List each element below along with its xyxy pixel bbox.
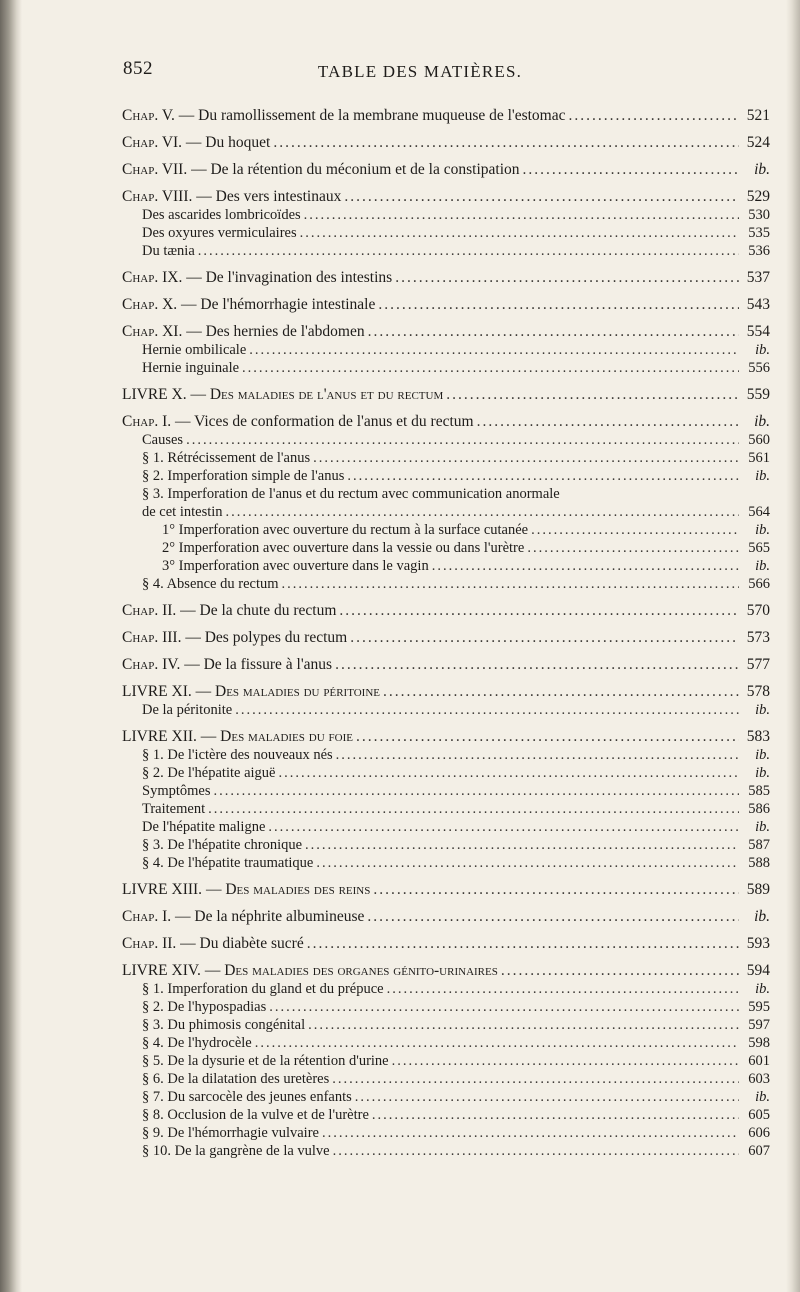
toc-entry-title	[142, 359, 239, 377]
toc-page-number: 595	[748, 999, 770, 1015]
toc-entry	[122, 539, 770, 557]
toc-dot-leader	[335, 656, 739, 674]
toc-dot-leader	[531, 521, 739, 539]
toc-entry-label: Chap. VII.	[122, 161, 188, 178]
toc-entry	[122, 836, 770, 854]
toc-entry-heading: § 7. Du sarcocèle des jeunes enfants	[142, 1089, 352, 1105]
toc-entry-label: LIVRE XII.	[122, 728, 197, 745]
toc-entry-heading: § 2. De l'hypospadias	[142, 999, 267, 1015]
toc-entry-label: Chap. II.	[122, 935, 177, 952]
toc-entry	[122, 656, 770, 674]
toc-dot-leader	[446, 386, 739, 404]
toc-entry-title	[142, 746, 333, 764]
toc-entry	[122, 683, 770, 701]
toc-page-number: 577	[746, 656, 770, 673]
toc-entry-heading: — Des polypes du rectum	[185, 629, 348, 646]
toc-entry-heading: § 3. De l'hépatite chronique	[142, 837, 303, 853]
toc-dot-leader	[304, 206, 739, 224]
toc-page-number: 535	[748, 225, 770, 241]
toc-entry-heading: § 4. Absence du rectum	[142, 576, 279, 592]
toc-entry-label: Chap. VIII.	[122, 188, 193, 205]
toc-entry-title	[142, 486, 560, 502]
toc-entry	[122, 413, 770, 431]
toc-entry-title	[142, 1016, 305, 1034]
toc-page-number: 559	[746, 386, 770, 403]
toc-dot-leader	[226, 503, 739, 521]
toc-dot-leader	[255, 1034, 739, 1052]
toc-dot-leader	[213, 782, 739, 800]
toc-entry-heading: § 9. De l'hémorrhagie vulvaire	[142, 1125, 319, 1141]
toc-page-number: 603	[748, 1071, 770, 1087]
toc-entry	[122, 1142, 770, 1160]
toc-entry	[122, 764, 770, 782]
toc-entry	[122, 1088, 770, 1106]
toc-entry-heading: — Du hoquet	[185, 134, 271, 151]
toc-entry-heading: Causes	[142, 432, 184, 448]
toc-entry	[122, 467, 770, 485]
toc-entry-title	[142, 998, 266, 1016]
toc-dot-leader	[373, 881, 739, 899]
toc-entry-label: LIVRE XIII.	[122, 881, 203, 898]
toc-dot-leader	[308, 1016, 739, 1034]
toc-entry-heading: — De la chute du rectum	[180, 602, 337, 619]
toc-dot-leader	[269, 998, 739, 1016]
toc-entry-label: Chap. IV.	[122, 656, 181, 673]
toc-entry-title	[122, 269, 392, 287]
toc-page-number: 594	[746, 962, 770, 979]
toc-entry	[122, 854, 770, 872]
toc-entry-heading: 2° Imperforation avec ouverture dans la vessie ou dans l'urètre	[162, 540, 525, 556]
toc-entry-title	[122, 323, 365, 341]
toc-dot-leader	[336, 746, 739, 764]
toc-entry-heading: § 1. Rétrécissement de l'anus	[142, 450, 311, 466]
toc-entry	[122, 503, 770, 521]
toc-page-number: 583	[746, 728, 770, 745]
toc-entry	[122, 521, 770, 539]
toc-entry-heading: § 5. De la dysurie et de la rétention d'urine	[142, 1053, 389, 1069]
toc-dot-leader	[198, 242, 739, 260]
toc-dot-leader	[313, 449, 739, 467]
toc-entry	[122, 881, 770, 899]
toc-page-number: 606	[748, 1125, 770, 1141]
toc-entry	[122, 449, 770, 467]
toc-dot-leader	[350, 629, 739, 647]
toc-page-number: 537	[746, 269, 770, 286]
toc-entry-heading: 3° Imperforation avec ouverture dans le vagin	[162, 558, 429, 574]
toc-entry-heading: — Du ramollissement de la membrane muqueuse de l'estomac	[178, 107, 566, 124]
page-number: 852	[123, 58, 153, 79]
toc-page-number: 587	[748, 837, 770, 853]
toc-page-number: 598	[748, 1035, 770, 1051]
toc-entry-heading: — Des maladies du péritoine	[195, 683, 381, 700]
page-binding-shadow	[0, 0, 22, 1292]
toc-entry-title	[142, 242, 195, 260]
toc-dot-leader	[305, 836, 739, 854]
toc-entry-label: Chap. I.	[122, 413, 172, 430]
toc-dot-leader	[242, 359, 739, 377]
toc-dot-leader	[339, 602, 739, 620]
toc-entry-title	[142, 575, 279, 593]
toc-entry	[122, 557, 770, 575]
toc-page-number: 529	[746, 188, 770, 205]
toc-entry-label: LIVRE XI.	[122, 683, 192, 700]
toc-page-number: 597	[748, 1017, 770, 1033]
toc-page-number: 521	[746, 107, 770, 124]
toc-dot-leader	[235, 701, 739, 719]
toc-dot-leader	[477, 413, 739, 431]
toc-entry-heading: — Du diabète sucré	[180, 935, 304, 952]
toc-entry-heading: Traitement	[142, 801, 206, 817]
toc-entry-heading: Hernie inguinale	[142, 360, 240, 376]
toc-dot-leader	[432, 557, 739, 575]
running-title: TABLE DES MATIÈRES.	[317, 62, 523, 81]
toc-page-number: 566	[748, 576, 770, 592]
toc-entry	[122, 269, 770, 287]
toc-entry-title	[142, 1070, 329, 1088]
toc-entry	[122, 602, 770, 620]
toc-dot-leader	[387, 980, 739, 998]
toc-entry	[122, 296, 770, 314]
toc-entry	[122, 980, 770, 998]
toc-entry	[122, 1016, 770, 1034]
toc-entry	[122, 746, 770, 764]
toc-entry	[122, 1070, 770, 1088]
toc-page-number: 585	[748, 783, 770, 799]
toc-page-number: 593	[746, 935, 770, 952]
toc-page-number: 605	[748, 1107, 770, 1123]
toc-entry	[122, 935, 770, 953]
toc-entry-title	[122, 107, 566, 125]
toc-entry-heading: — Des hernies de l'abdomen	[186, 323, 365, 340]
toc-entry-title	[122, 134, 270, 152]
toc-dot-leader	[355, 1088, 739, 1106]
toc-entry-label: Chap. VI.	[122, 134, 183, 151]
toc-entry-title	[142, 836, 302, 854]
toc-entry-title	[142, 224, 297, 242]
toc-entry-label: Chap. IX.	[122, 269, 183, 286]
toc-entry-heading: § 8. Occlusion de la vulve et de l'urètre	[142, 1107, 369, 1123]
toc-page-number: 601	[748, 1053, 770, 1069]
toc-entry-title	[122, 386, 443, 404]
toc-dot-leader	[383, 683, 739, 701]
toc-dot-leader	[368, 323, 739, 341]
toc-page-number: ib.	[755, 342, 770, 358]
toc-entry	[122, 728, 770, 746]
toc-entry-title	[122, 728, 353, 746]
toc-entry-label: Chap. X.	[122, 296, 178, 313]
toc-entry-heading: — Des maladies des reins	[205, 881, 371, 898]
toc-dot-leader	[378, 296, 739, 314]
toc-entry-wrapped-line	[122, 485, 770, 503]
toc-entry	[122, 386, 770, 404]
toc-page-number: 607	[748, 1143, 770, 1159]
toc-entry-heading: — Des maladies des organes génito-urinaires	[204, 962, 498, 979]
toc-page-number: 586	[748, 801, 770, 817]
toc-entry	[122, 188, 770, 206]
toc-entry-title	[142, 206, 301, 224]
toc-entry-title	[142, 980, 384, 998]
toc-entry-heading: — Des maladies du foie	[200, 728, 353, 745]
toc-entry-heading: — De la rétention du méconium et de la constipation	[191, 161, 520, 178]
page-header	[0, 58, 800, 88]
toc-page-number: 556	[748, 360, 770, 376]
toc-dot-leader	[347, 467, 739, 485]
toc-entry-heading: § 1. De l'ictère des nouveaux nés	[142, 747, 333, 763]
toc-page-number: ib.	[755, 765, 770, 781]
toc-entry-title	[122, 602, 336, 620]
toc-dot-leader	[344, 188, 739, 206]
toc-entry	[122, 908, 770, 926]
toc-entry-heading: — De l'invagination des intestins	[186, 269, 393, 286]
table-of-contents	[122, 107, 770, 1160]
toc-entry-title	[142, 764, 275, 782]
toc-entry-heading: Des ascarides lombricoïdes	[142, 207, 301, 223]
toc-entry-heading: Des oxyures vermiculaires	[142, 225, 297, 241]
toc-entry	[122, 1034, 770, 1052]
toc-entry	[122, 962, 770, 980]
toc-dot-leader	[273, 134, 739, 152]
toc-entry	[122, 782, 770, 800]
toc-entry-title	[122, 908, 364, 926]
toc-entry-title	[142, 1034, 252, 1052]
toc-page-number: 561	[748, 450, 770, 466]
toc-entry-title	[122, 935, 304, 953]
toc-entry-heading: § 4. De l'hydrocèle	[142, 1035, 252, 1051]
toc-entry-continuation: de cet intestin	[142, 504, 223, 520]
toc-entry-label: Chap. I.	[122, 908, 172, 925]
toc-entry-title	[142, 467, 344, 485]
toc-dot-leader	[523, 161, 739, 179]
toc-page-number: 588	[748, 855, 770, 871]
toc-entry	[122, 206, 770, 224]
toc-entry	[122, 701, 770, 719]
toc-page-number: ib.	[755, 1089, 770, 1105]
toc-entry-heading: § 4. De l'hépatite traumatique	[142, 855, 314, 871]
toc-dot-leader	[372, 1106, 739, 1124]
toc-entry-heading: § 2. De l'hépatite aiguë	[142, 765, 276, 781]
toc-entry-title	[142, 701, 232, 719]
toc-entry	[122, 341, 770, 359]
toc-dot-leader	[322, 1124, 739, 1142]
toc-entry-heading: § 2. Imperforation simple de l'anus	[142, 468, 345, 484]
toc-entry-title	[142, 1106, 369, 1124]
toc-dot-leader	[316, 854, 739, 872]
toc-entry	[122, 323, 770, 341]
toc-page-number: ib.	[754, 908, 770, 925]
toc-entry	[122, 224, 770, 242]
toc-entry	[122, 575, 770, 593]
toc-page-number: ib.	[755, 468, 770, 484]
toc-entry-heading: § 3. Du phimosis congénital	[142, 1017, 306, 1033]
toc-entry-title	[142, 449, 310, 467]
toc-entry-label: Chap. V.	[122, 107, 175, 124]
toc-dot-leader	[392, 1052, 739, 1070]
toc-entry	[122, 1052, 770, 1070]
toc-entry-heading: § 3. Imperforation de l'anus et du rectum avec communication anormale	[142, 486, 560, 502]
toc-dot-leader	[527, 539, 739, 557]
toc-dot-leader	[307, 935, 739, 953]
toc-dot-leader	[208, 800, 739, 818]
toc-dot-leader	[395, 269, 739, 287]
toc-dot-leader	[249, 341, 739, 359]
toc-entry-label: Chap. II.	[122, 602, 177, 619]
toc-page-number: ib.	[755, 522, 770, 538]
toc-entry-title	[142, 818, 265, 836]
toc-entry-title	[162, 521, 528, 539]
toc-entry-heading: — De l'hémorrhagie intestinale	[181, 296, 376, 313]
toc-page-number: 530	[748, 207, 770, 223]
toc-entry-title	[122, 188, 341, 206]
toc-page-number: 536	[748, 243, 770, 259]
toc-page-number: 570	[746, 602, 770, 619]
toc-dot-leader	[278, 764, 739, 782]
toc-entry-title	[142, 341, 246, 359]
toc-dot-leader	[569, 107, 739, 125]
toc-entry	[122, 431, 770, 449]
toc-page-number: ib.	[755, 702, 770, 718]
toc-page-number: ib.	[754, 161, 770, 178]
toc-entry-title	[122, 683, 380, 701]
toc-page-number: 564	[748, 504, 770, 520]
toc-entry-heading: — De la néphrite albumineuse	[175, 908, 365, 925]
toc-entry-title	[122, 161, 520, 179]
toc-dot-leader	[356, 728, 739, 746]
toc-entry-heading: — De la fissure à l'anus	[184, 656, 333, 673]
toc-entry-heading: Symptômes	[142, 783, 211, 799]
toc-dot-leader	[300, 224, 739, 242]
toc-entry-title	[142, 431, 183, 449]
toc-entry-heading: — Vices de conformation de l'anus et du rectum	[175, 413, 474, 430]
toc-dot-leader	[367, 908, 739, 926]
toc-entry-title	[142, 854, 313, 872]
toc-entry-title	[122, 629, 347, 647]
toc-entry-title	[142, 1142, 330, 1160]
toc-page-number: ib.	[755, 747, 770, 763]
toc-entry	[122, 1106, 770, 1124]
toc-entry-title	[142, 782, 210, 800]
toc-entry-heading: De l'hépatite maligne	[142, 819, 266, 835]
toc-dot-leader	[186, 431, 739, 449]
toc-entry	[122, 818, 770, 836]
toc-page-number: 578	[746, 683, 770, 700]
toc-entry-heading: — Des vers intestinaux	[196, 188, 342, 205]
toc-page-number: ib.	[755, 819, 770, 835]
toc-dot-leader	[332, 1070, 739, 1088]
toc-entry-title	[142, 800, 205, 818]
toc-entry-label: LIVRE X.	[122, 386, 187, 403]
toc-page-number: 524	[746, 134, 770, 151]
toc-entry	[122, 998, 770, 1016]
toc-page-number: 554	[746, 323, 770, 340]
toc-entry-title	[142, 1088, 352, 1106]
toc-entry	[122, 107, 770, 125]
toc-page-number: 589	[746, 881, 770, 898]
toc-entry-title	[122, 962, 498, 980]
toc-entry-label: Chap. XI.	[122, 323, 183, 340]
toc-entry-label: LIVRE XIV.	[122, 962, 201, 979]
toc-entry-heading: § 6. De la dilatation des uretères	[142, 1071, 330, 1087]
toc-entry	[122, 134, 770, 152]
toc-entry	[122, 161, 770, 179]
toc-page-number: 543	[746, 296, 770, 313]
toc-page-number: 565	[748, 540, 770, 556]
toc-entry-label: Chap. III.	[122, 629, 182, 646]
toc-entry-title	[122, 656, 332, 674]
toc-entry-heading: — Des maladies de l'anus et du rectum	[190, 386, 444, 403]
toc-entry	[122, 800, 770, 818]
toc-page-number: 573	[746, 629, 770, 646]
toc-page-number: ib.	[755, 558, 770, 574]
toc-entry-title	[122, 296, 375, 314]
toc-entry-title	[122, 881, 370, 899]
toc-entry-heading: Du tænia	[142, 243, 195, 259]
toc-entry	[122, 242, 770, 260]
toc-dot-leader	[501, 962, 739, 980]
toc-entry-heading: § 1. Imperforation du gland et du prépuce	[142, 981, 384, 997]
toc-entry-title	[142, 1052, 389, 1070]
page-edge-shadow	[786, 0, 800, 1292]
toc-dot-leader	[333, 1142, 739, 1160]
toc-page-number: 560	[748, 432, 770, 448]
toc-entry-title	[162, 557, 429, 575]
toc-dot-leader	[282, 575, 739, 593]
toc-entry-title	[122, 413, 474, 431]
toc-dot-leader	[268, 818, 739, 836]
toc-entry-heading: De la péritonite	[142, 702, 233, 718]
toc-entry-title	[162, 539, 524, 557]
toc-entry-title	[142, 1124, 319, 1142]
toc-page-number: ib.	[755, 981, 770, 997]
toc-page-number: ib.	[754, 413, 770, 430]
toc-entry-heading: 1° Imperforation avec ouverture du rectum à la surface cutanée	[162, 522, 529, 538]
toc-entry-heading: Hernie ombilicale	[142, 342, 247, 358]
toc-entry	[122, 359, 770, 377]
toc-entry-heading: § 10. De la gangrène de la vulve	[142, 1143, 330, 1159]
toc-entry	[122, 629, 770, 647]
toc-entry	[122, 1124, 770, 1142]
